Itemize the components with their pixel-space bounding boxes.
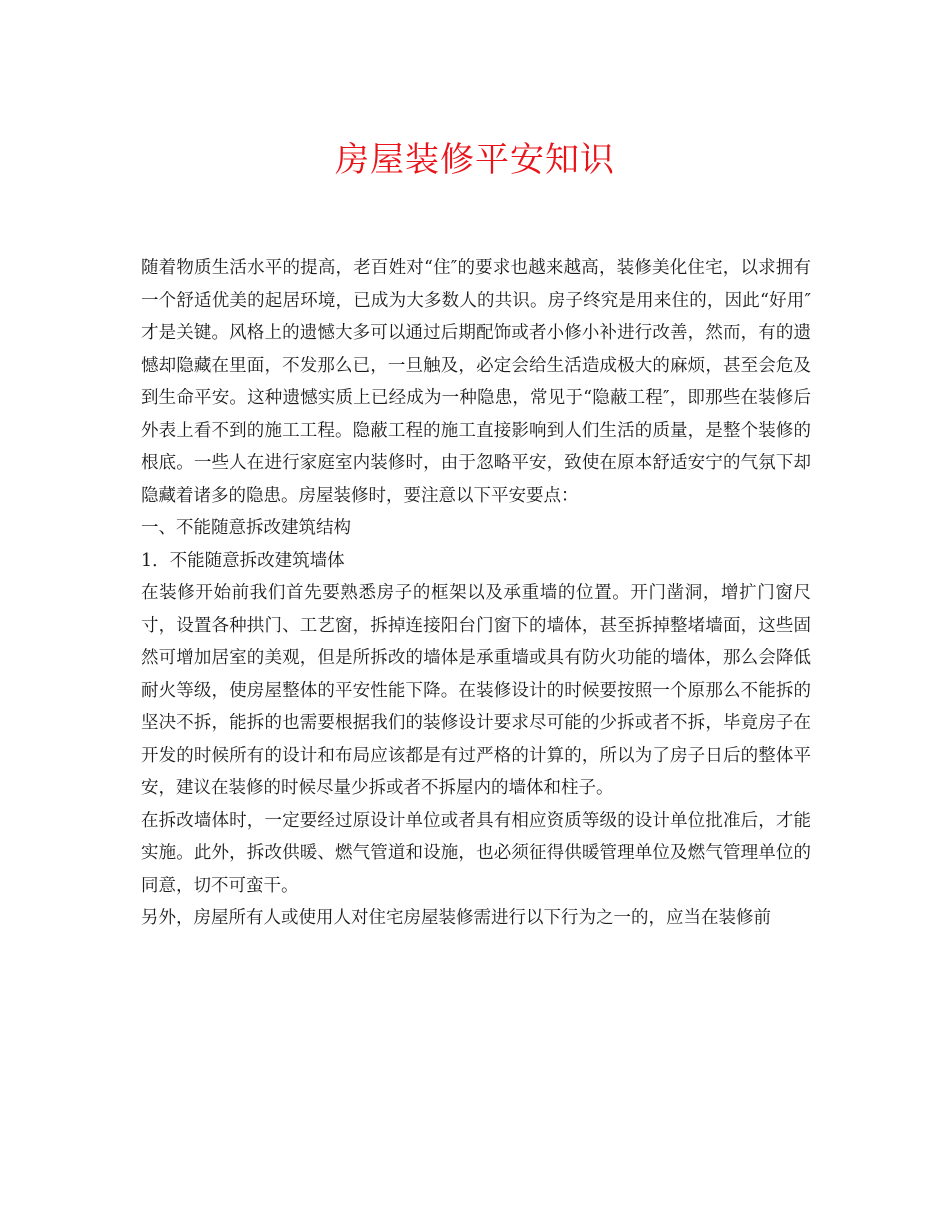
body-paragraph: 在装修开始前我们首先要熟悉房子的框架以及承重墙的位置。开门凿洞，增扩门窗尺寸，设置各种拱门、工艺窗，拆掉连接阳台门窗下的墙体，甚至拆掉整堵墙面，这些固然可增加居室的美观，但是所拆改的墙体是承重墙或具有防火功能的墙体，那么会降低耐火等级，使房屋整体的平安性能下降。在装修设计的时候要按照一个原那么不能拆的坚决不拆，能拆的也需要根据我们的装修设计要求尽可能的少拆或者不拆，毕竟房子在开发的时候所有的设计和布局应该都是有过严格的计算的，所以为了房子日后的整体平安，建议在装修的时候尽量少拆或者不拆屋内的墙体和柱子。 (141, 583, 811, 798)
body-paragraph: 另外，房屋所有人或使用人对住宅房屋装修需进行以下行为之一的，应当在装修前 (141, 908, 771, 928)
intro-paragraph: 随着物质生活水平的提高，老百姓对“住″的要求也越来越高，装修美化住宅，以求拥有一个舒适优美的起居环境，已成为大多数人的共识。房子终究是用来住的，因此“好用″才是关键。风格上的遗憾大多可以通过后期配饰或者小修小补进行改善，然而，有的遗憾却隐藏在里面，不发那么已，一旦触及，必定会给生活造成极大的麻烦，甚至会危及到生命平安。这种遗憾实质上已经成为一种隐患，常见于“隐蔽工程″，即那些在装修后外表上看不到的施工工程。隐蔽工程的施工直接影响到人们生活的质量，是整个装修的根底。一些人在进行家庭室内装修时，由于忽略平安，致使在原本舒适安宁的气氛下却隐藏着诸多的隐患。房屋装修时，要注意以下平安要点： (141, 258, 811, 506)
section-heading: 一、不能随意拆改建筑结构 (141, 518, 351, 538)
body-paragraph: 在拆改墙体时，一定要经过原设计单位或者具有相应资质等级的设计单位批准后，才能实施。此外，拆改供暖、燃气管道和设施，也必须征得供暖管理单位及燃气管理单位的同意，切不可蛮干。 (141, 810, 811, 896)
document-title: 房屋装修平安知识 (335, 140, 615, 180)
document-body (141, 252, 811, 935)
subsection-heading: 1．不能随意拆改建筑墙体 (141, 550, 345, 571)
